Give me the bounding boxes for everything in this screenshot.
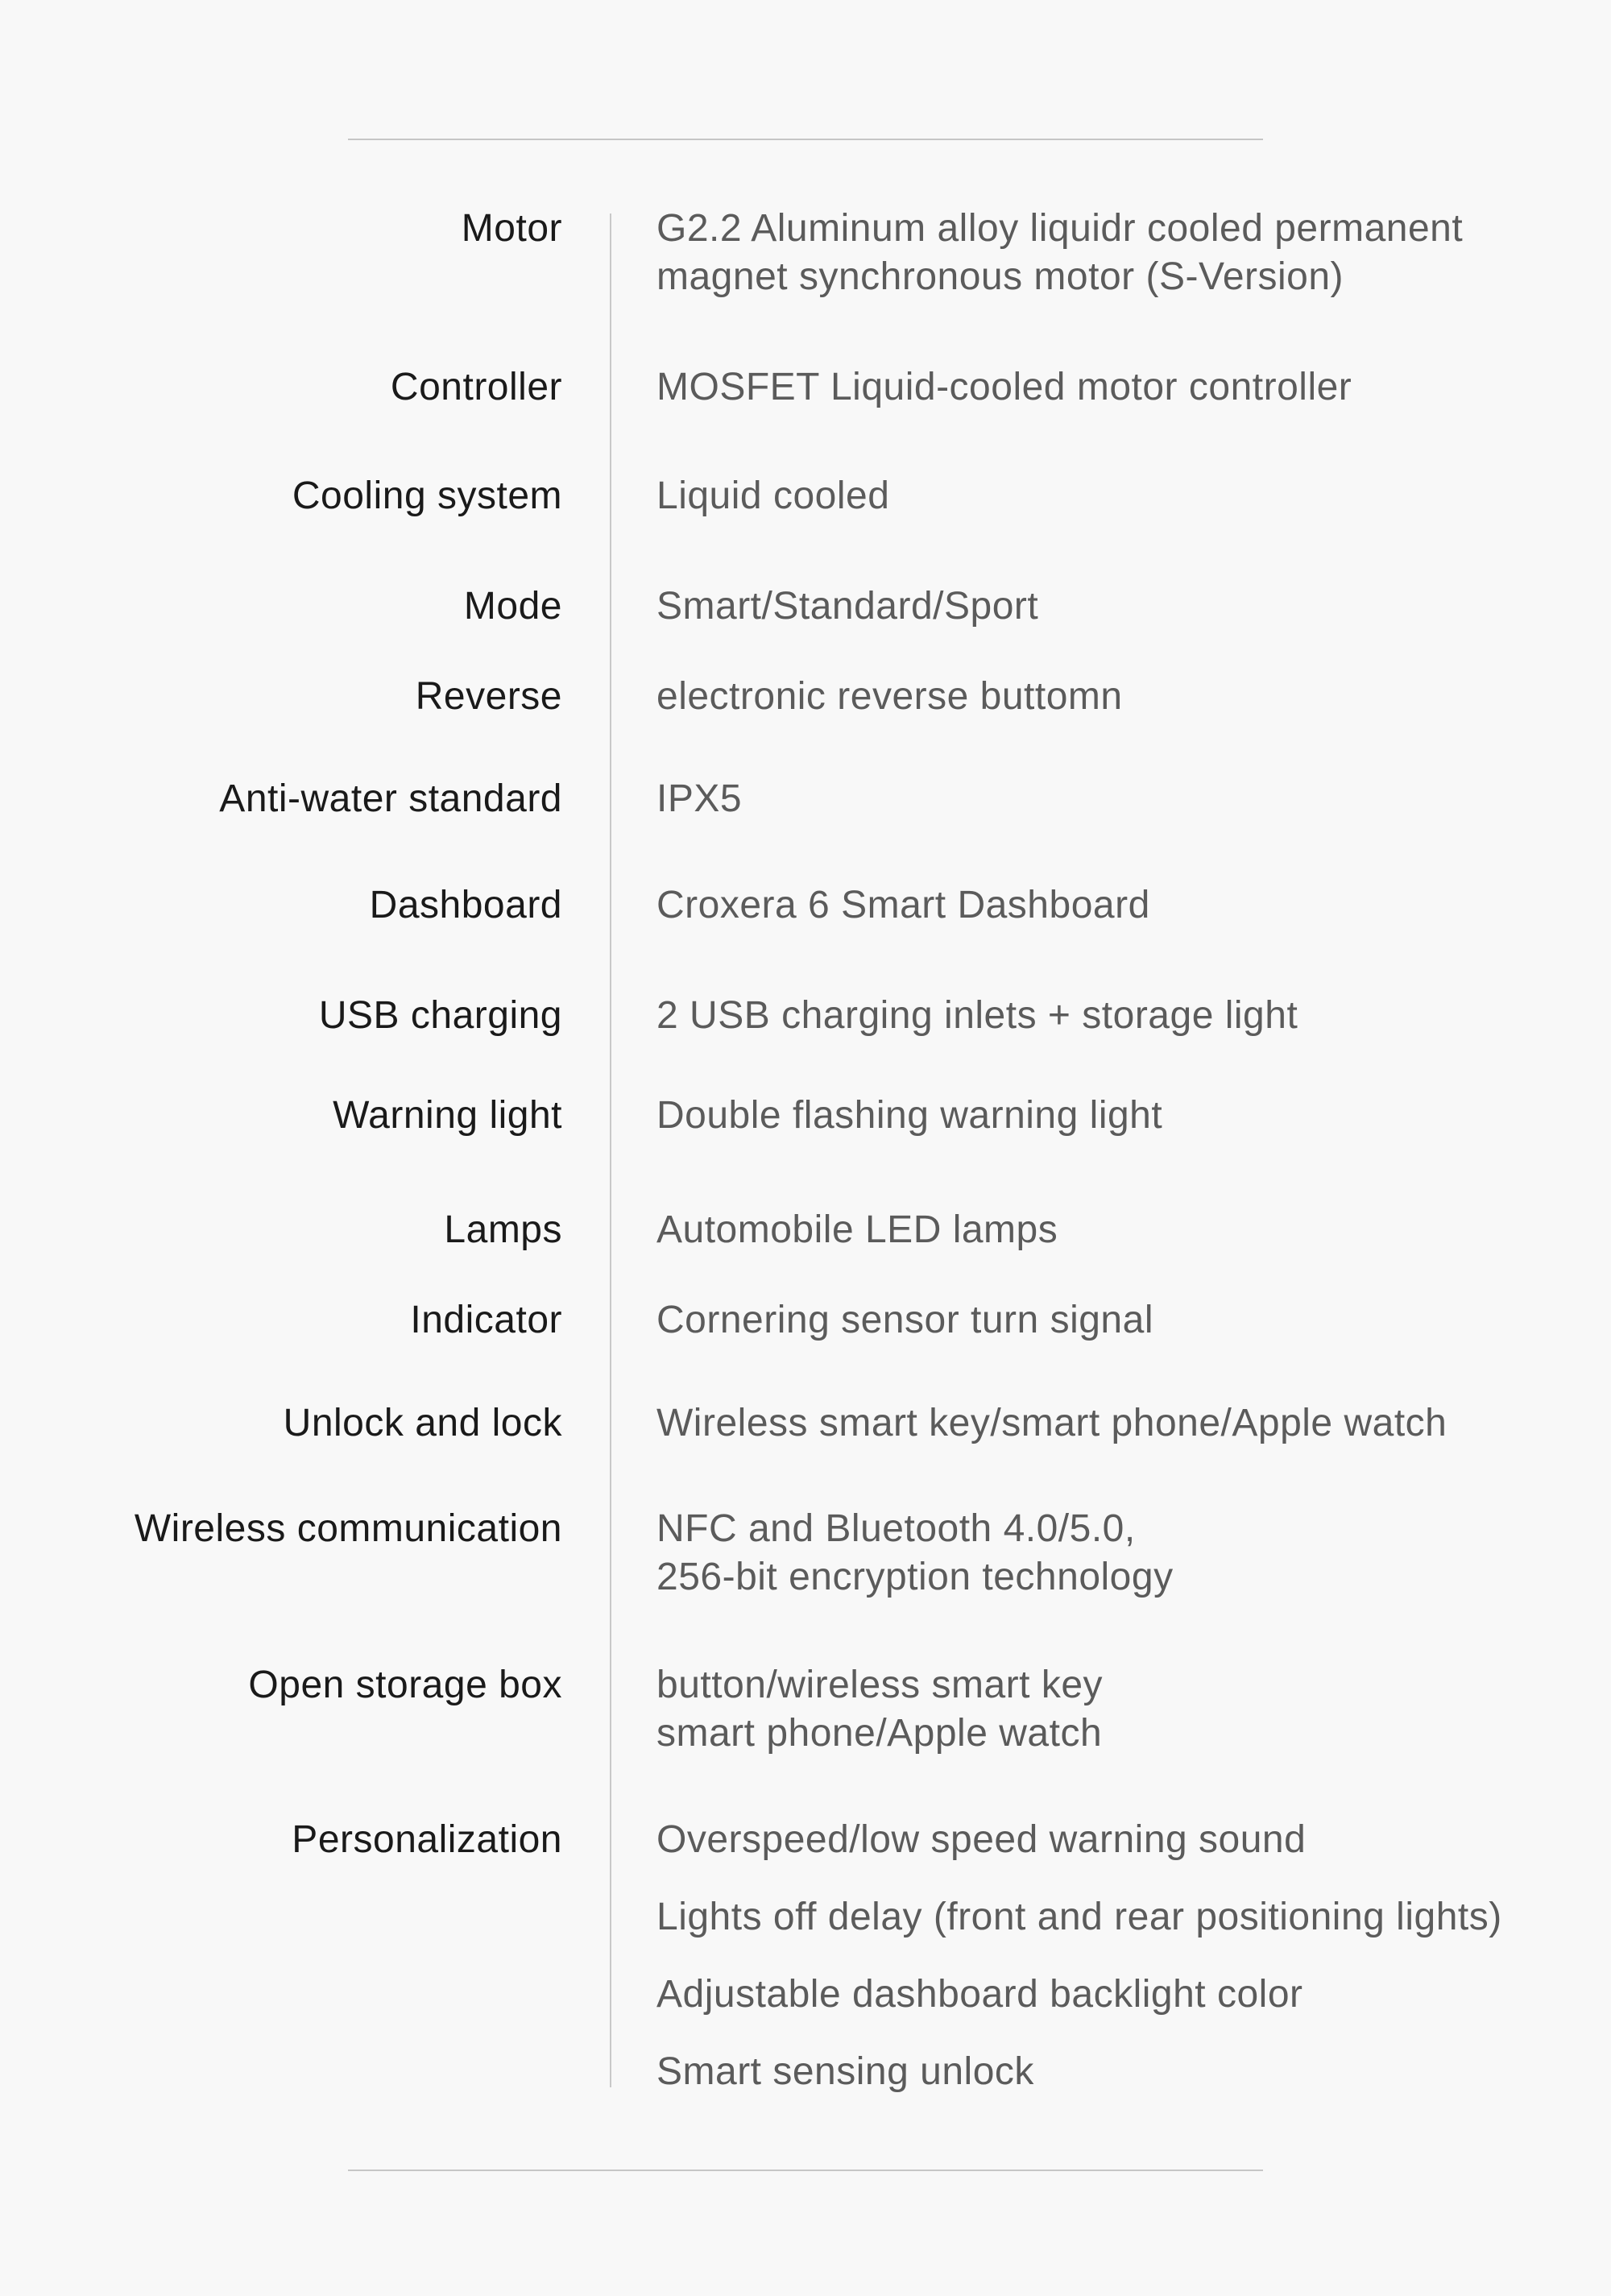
spec-value-line: Adjustable dashboard backlight color [656, 1973, 1303, 2016]
spec-value [656, 673, 1599, 721]
spec-value-line: magnet synchronous motor (S-Version) [656, 255, 1344, 298]
spec-label: Open storage box [248, 1664, 562, 1706]
spec-value-line: NFC and Bluetooth 4.0/5.0, [656, 1507, 1136, 1550]
spec-value-line: MOSFET Liquid-cooled motor controller [656, 366, 1352, 408]
spec-value-line: electronic reverse buttomn [656, 675, 1123, 718]
spec-label: Lamps [444, 1208, 562, 1251]
spec-label: Dashboard [369, 884, 562, 926]
spec-value [656, 1296, 1599, 1345]
spec-label: Motor [461, 207, 562, 250]
spec-value [656, 1399, 1599, 1448]
spec-label: Wireless communication [134, 1507, 562, 1550]
spec-value-line: button/wireless smart key [656, 1664, 1104, 1706]
spec-value [656, 992, 1599, 1040]
spec-value [656, 472, 1599, 520]
spec-value [656, 881, 1599, 930]
spec-value-line: G2.2 Aluminum alloy liquidr cooled permanent [656, 207, 1464, 250]
spec-value-line: Liquid cooled [656, 475, 890, 517]
spec-value [656, 1092, 1599, 1140]
spec-value-line: Wireless smart key/smart phone/Apple watch [656, 1402, 1447, 1444]
column-divider [610, 213, 611, 2087]
spec-value-line: IPX5 [656, 777, 743, 820]
spec-label: Anti-water standard [219, 777, 562, 820]
spec-value [656, 363, 1599, 412]
spec-value [656, 1206, 1599, 1254]
spec-label: Reverse [415, 675, 562, 718]
spec-label: Indicator [410, 1299, 562, 1341]
spec-value-line: Smart sensing unlock [656, 2050, 1034, 2093]
spec-value-line: Cornering sensor turn signal [656, 1299, 1153, 1341]
bottom-divider [348, 2170, 1263, 2171]
top-divider [348, 139, 1263, 140]
spec-value-line: 256-bit encryption technology [656, 1556, 1174, 1598]
spec-value [656, 775, 1599, 823]
spec-value-line: Lights off delay (front and rear positioning lights) [656, 1896, 1502, 1938]
spec-label: Warning light [333, 1094, 562, 1137]
spec-label: USB charging [318, 994, 562, 1037]
spec-value [656, 1801, 1599, 2111]
spec-value-line: Automobile LED lamps [656, 1208, 1058, 1251]
spec-label: Mode [463, 585, 562, 628]
spec-value-line: Smart/Standard/Sport [656, 585, 1039, 628]
spec-label: Personalization [292, 1818, 562, 1861]
spec-value-line: 2 USB charging inlets + storage light [656, 994, 1298, 1037]
spec-value-line: Double flashing warning light [656, 1094, 1163, 1137]
spec-label: Cooling system [292, 475, 562, 517]
spec-value-line: Croxera 6 Smart Dashboard [656, 884, 1150, 926]
spec-value-line: smart phone/Apple watch [656, 1712, 1103, 1755]
spec-value [656, 582, 1599, 631]
spec-value [656, 1661, 1599, 1758]
spec-value [656, 1505, 1599, 1602]
spec-value-line: Overspeed/low speed warning sound [656, 1818, 1307, 1861]
spec-value [656, 205, 1599, 301]
spec-label: Unlock and lock [283, 1402, 562, 1444]
spec-label: Controller [390, 366, 562, 408]
